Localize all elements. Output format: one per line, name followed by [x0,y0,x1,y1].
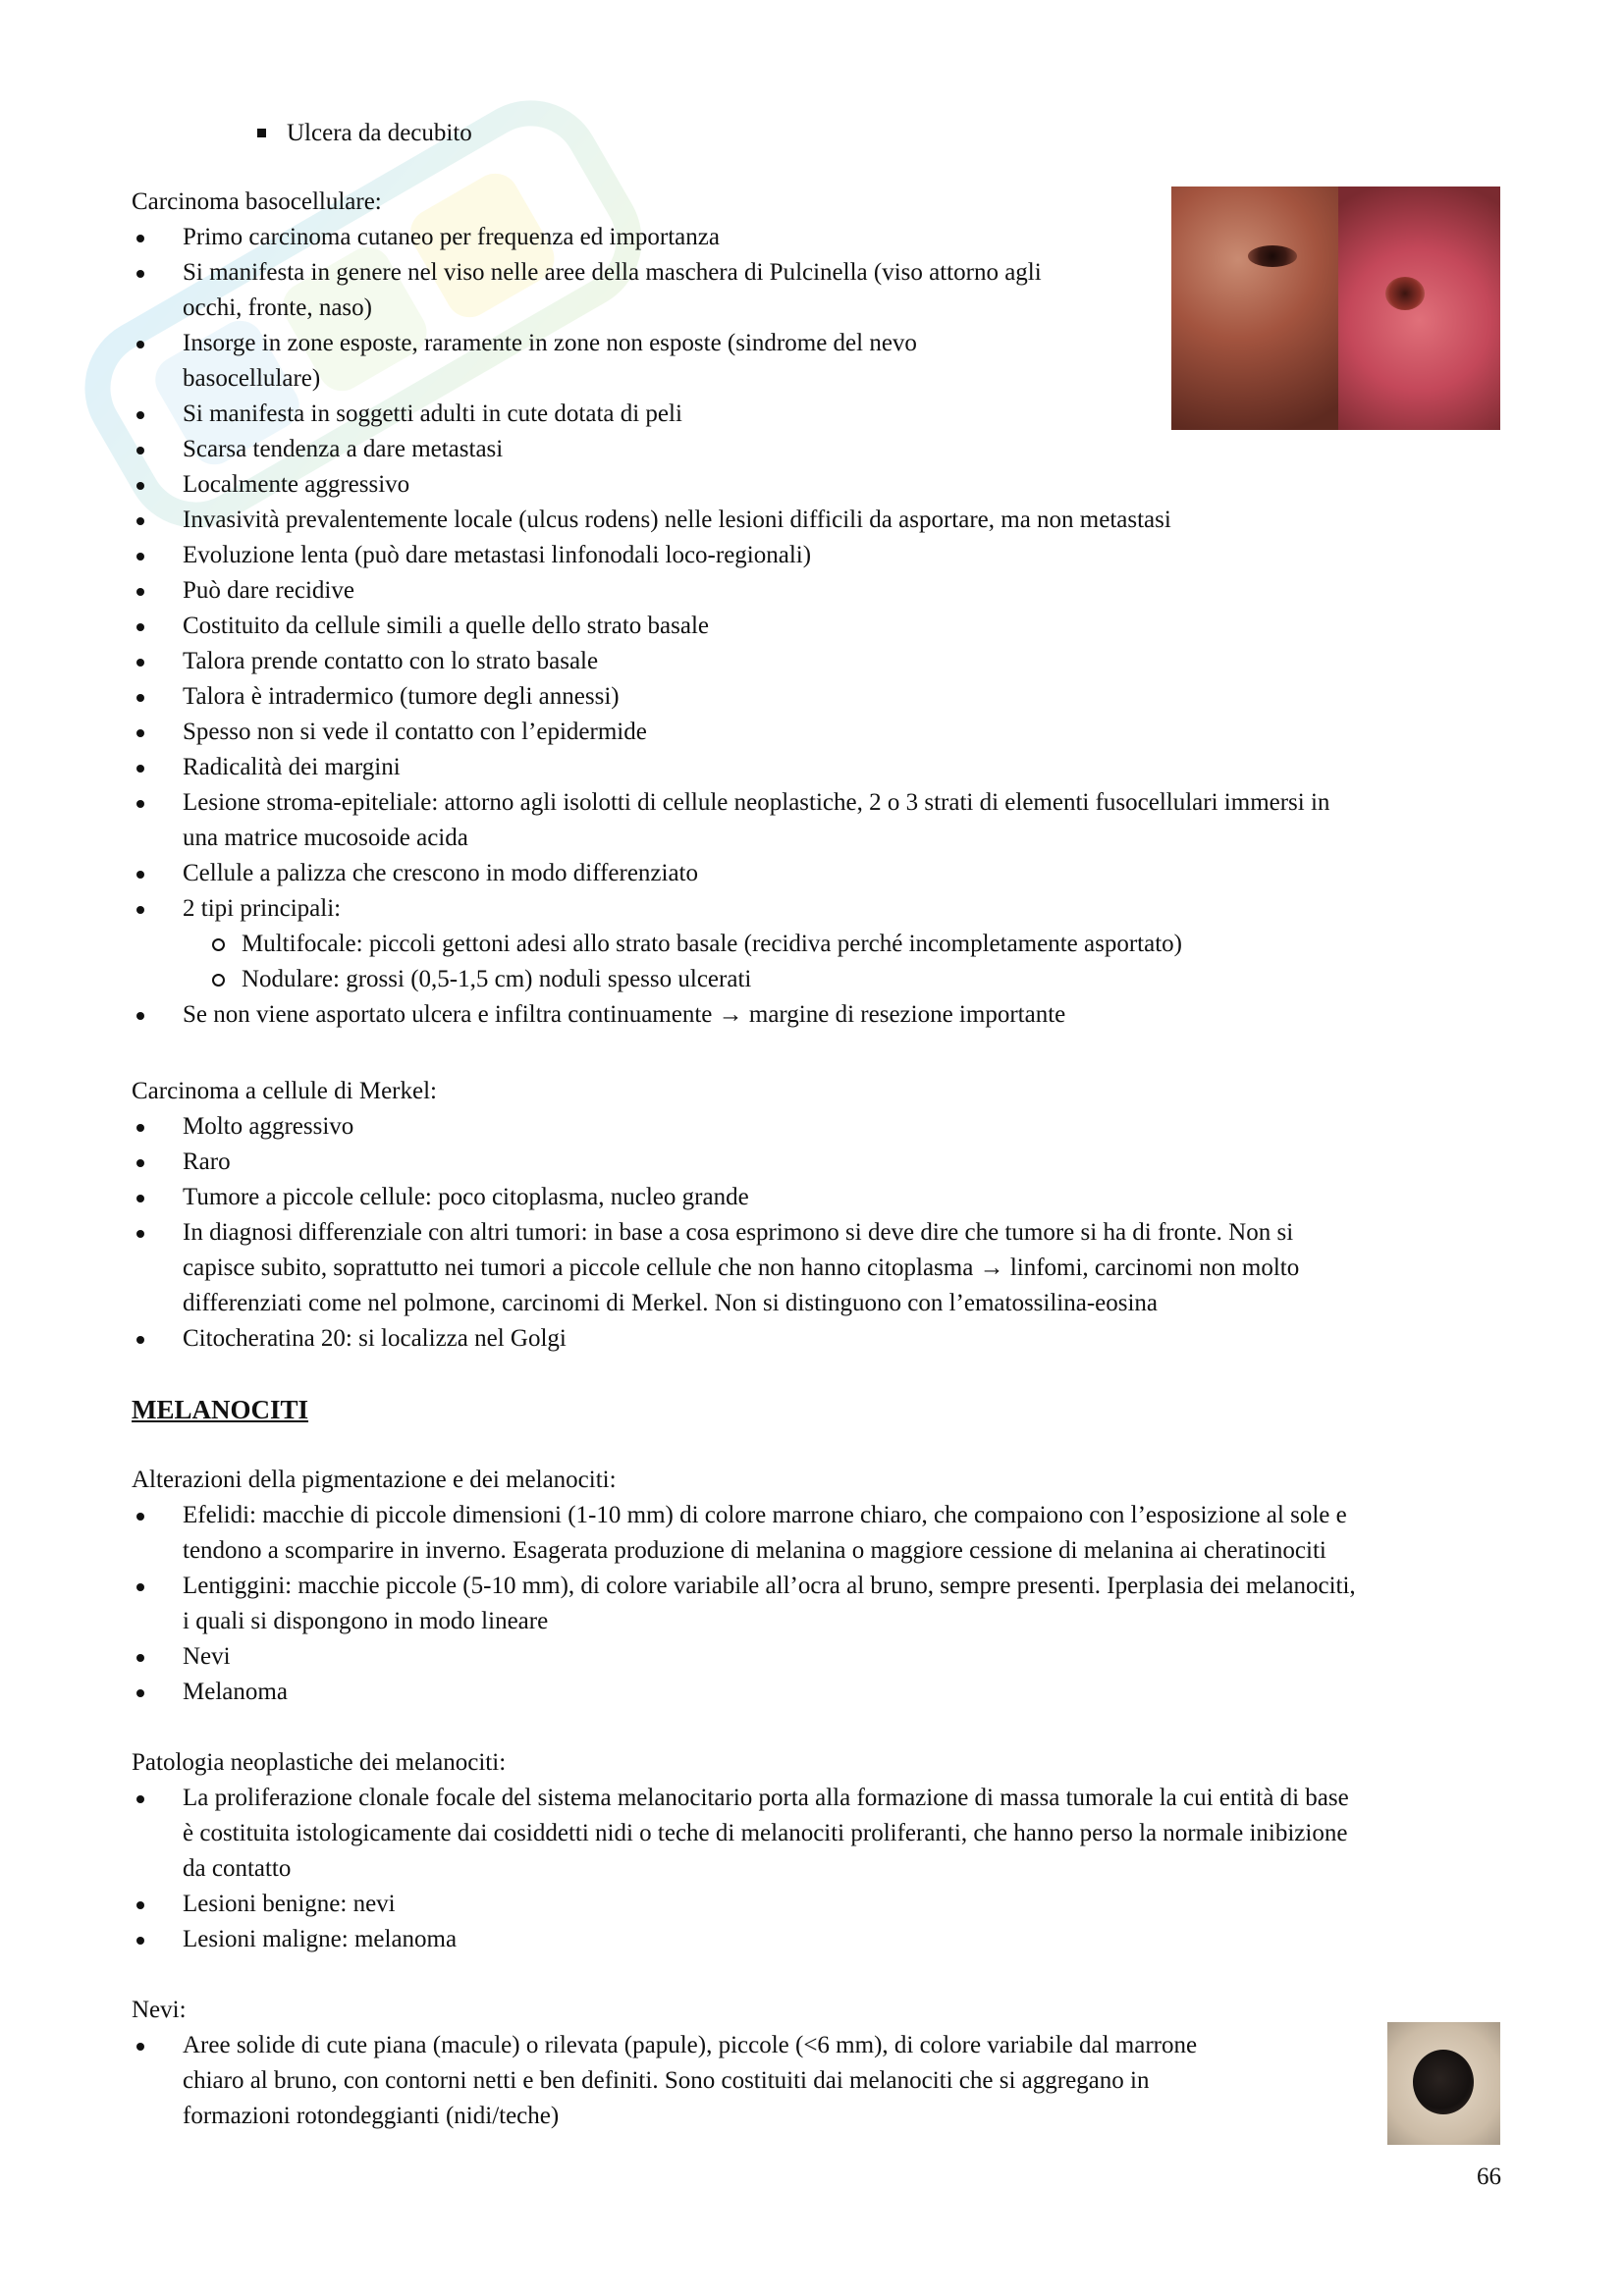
list-item-ulcera: Ulcera da decubito [287,116,472,151]
photo-mole [1413,2050,1474,2114]
section-title-melanociti: MELANOCITI [132,1395,309,1424]
sub-list-item: Multifocale: piccoli gettoni adesi allo strato basale (recidiva perché incompletamente asportato) [132,927,1329,962]
list-item: Talora è intradermico (tumore degli annessi) [132,679,1329,715]
list-item: Scarsa tendenza a dare metastasi [132,432,1329,467]
basocellulare-list [132,220,1329,1033]
list-item: Efelidi: macchie di piccole dimensioni (1-10 mm) di colore marrone chiaro, che compaiono con l’esposizione al sole e tendono a scomparire in inverno. Esagerata produzione di melanina o maggiore cessione di melanina ai cheratinociti [132,1498,1356,1569]
list-item: Lesione stroma-epiteliale: attorno agli isolotti di cellule neoplastiche, 2 o 3 strati di elementi fusocellulari immersi in una matrice mucosoide acida [132,785,1329,856]
list-item: Può dare recidive [132,573,1329,609]
list-item: In diagnosi differenziale con altri tumori: in base a cosa esprimono si deve dire che tumore si ha di fronte. Non si capisce subito, soprattutto nei tumori a piccole cellule che non hanno citoplasma → linfomi, carcinomi non molto differenziati come nel polmone, carcinomi di Merkel. Non si distinguono con l’ematossilina-eosina [132,1215,1299,1321]
list-item: Aree solide di cute piana (macule) o rilevata (papule), piccole (<6 mm), di colore variabile dal marrone chiaro al bruno, con contorni netti e ben definiti. Sono costituiti dai melanociti che si aggregano in formazioni rotondeggianti (nidi/teche) [132,2028,1197,2134]
section-heading-alterazioni: Alterazioni della pigmentazione e dei melanociti: [132,1467,617,1493]
list-item: Si manifesta in soggetti adulti in cute dotata di peli [132,397,1329,432]
photo-face-right [1338,187,1500,430]
list-item: Spesso non si vede il contatto con l’epidermide [132,715,1329,750]
list-item: La proliferazione clonale focale del sistema melanocitario porta alla formazione di massa tumorale la cui entità di base è costituita istologicamente dai cosiddetti nidi o teche di melanociti proliferanti, che hanno perso la normale inibizione da contatto [132,1781,1349,1887]
list-item: Citocheratina 20: si localizza nel Golgi [132,1321,1299,1357]
list-item: Insorge in zone esposte, raramente in zone non esposte (sindrome del nevo basocellulare) [132,326,1329,397]
list-item: Si manifesta in genere nel viso nelle aree della maschera di Pulcinella (viso attorno agli occhi, fronte, naso) [132,255,1329,326]
merkel-list [132,1109,1299,1357]
list-item: Se non viene asportato ulcera e infiltra continuamente → margine di resezione importante [132,997,1329,1033]
list-item: Invasività prevalentemente locale (ulcus rodens) nelle lesioni difficili da asportare, ma non metastasi [132,503,1329,538]
page-number: 66 [1477,2163,1501,2190]
list-item: Tumore a piccole cellule: poco citoplasma, nucleo grande [132,1180,1299,1215]
list-item: Costituito da cellule simili a quelle dello strato basale [132,609,1329,644]
section-heading-basocellulare: Carcinoma basocellulare: [132,188,382,215]
sub-list [183,927,1329,997]
photo-lesion [1385,277,1425,310]
list-item: Primo carcinoma cutaneo per frequenza ed importanza [132,220,1329,255]
list-item: Cellule a palizza che crescono in modo differenziato [132,856,1329,891]
list-item: Raro [132,1145,1299,1180]
section-heading-patologia: Patologia neoplastiche dei melanociti: [132,1749,507,1776]
nevus-photo [1387,2022,1500,2145]
sub-list-item: Nodulare: grossi (0,5-1,5 cm) noduli spesso ulcerati [132,962,1329,997]
list-item: 2 tipi principali: Multifocale: piccoli gettoni adesi allo strato basale (recidiva perché incompletamente asportato) Nodulare: grossi (0,5-1,5 cm) noduli spesso ulcerati [132,891,1329,997]
arrow-icon: → [979,1255,1004,1281]
section-heading-merkel: Carcinoma a cellule di Merkel: [132,1078,437,1104]
section-heading-nevi: Nevi: [132,1997,187,2023]
list-item: Talora prende contatto con lo strato basale [132,644,1329,679]
list-item: Lesioni maligne: melanoma [132,1922,1349,1957]
nevi-list [132,2028,1197,2134]
list-item: Radicalità dei margini [132,750,1329,785]
list-item: Molto aggressivo [132,1109,1299,1145]
list-item: Lentiggini: macchie piccole (5-10 mm), di colore variabile all’ocra al bruno, sempre presenti. Iperplasia dei melanociti, i quali si dispongono in modo lineare [132,1569,1356,1639]
arrow-icon: → [718,1001,743,1028]
list-item: Localmente aggressivo [132,467,1329,503]
alterazioni-list [132,1498,1356,1710]
list-item: Evoluzione lenta (può dare metastasi linfonodali loco-regionali) [132,538,1329,573]
list-item: Nevi [132,1639,1356,1675]
list-item: Lesioni benigne: nevi [132,1887,1349,1922]
patologia-list [132,1781,1349,1957]
list-item: Melanoma [132,1675,1356,1710]
